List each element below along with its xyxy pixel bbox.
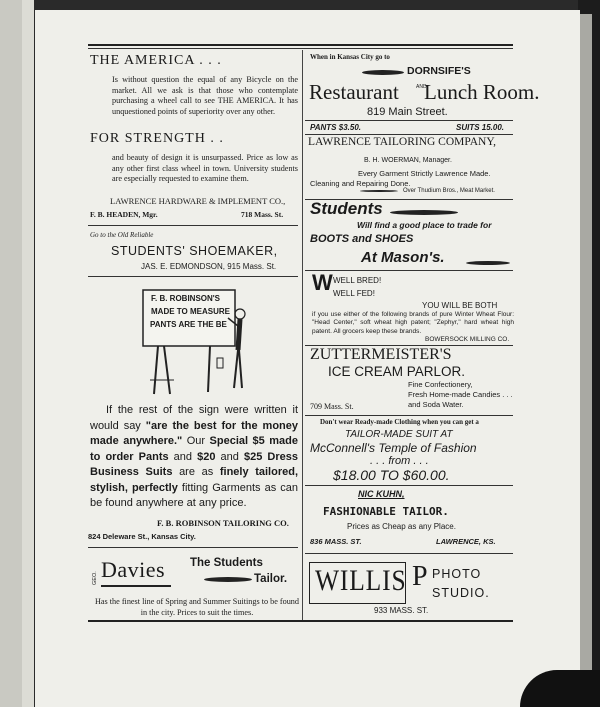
hardware-manager: F. B. HEADEN, Mgr. bbox=[90, 210, 158, 219]
shoemaker-name: STUDENTS' SHOEMAKER, bbox=[111, 244, 278, 258]
lt-line-3: Over Thudium Bros., Meat Market. bbox=[403, 188, 495, 194]
willis-name: WILLIS bbox=[315, 564, 407, 597]
divider bbox=[88, 276, 298, 277]
zutter-line-3: and Soda Water. bbox=[408, 400, 464, 409]
mason-students: Students bbox=[310, 199, 383, 218]
robinson-sign-illustration bbox=[140, 288, 260, 398]
dornsife-lunch-room: Lunch Room. bbox=[424, 80, 540, 104]
zutter-name: ZUTTERMEISTER'S bbox=[310, 346, 452, 363]
divider bbox=[305, 134, 513, 135]
sign-line-2: MADE TO MEASURE bbox=[151, 307, 230, 316]
willis-studio: STUDIO. bbox=[432, 586, 490, 600]
robinson-text-h: $25 Dress Business Suits bbox=[90, 450, 299, 478]
strength-body: and beauty of design it is unsurpassed. Price as low as any other first class wheel in town. University students are especially requested to examine them. bbox=[112, 153, 298, 183]
robinson-company: F. B. ROBINSON TAILORING CO. bbox=[157, 518, 289, 528]
column-divider bbox=[302, 50, 303, 620]
davies-title-1: The Students bbox=[190, 557, 263, 569]
divider bbox=[305, 120, 513, 121]
willis-photo: PHOTO bbox=[432, 567, 482, 581]
top-rule-thin bbox=[88, 48, 513, 49]
america-title: THE AMERICA . . . bbox=[90, 53, 222, 68]
lt-name: LAWRENCE TAILORING COMPANY, bbox=[308, 136, 497, 148]
mcconnell-temple: McConnell's Temple of Fashion bbox=[310, 441, 477, 455]
davies-prefix: GEO. bbox=[92, 571, 98, 585]
divider bbox=[305, 270, 513, 271]
swash-ornament bbox=[204, 577, 252, 582]
zutter-line-2: Fresh Home-made Candies . . . bbox=[408, 390, 513, 399]
sign-line-3: PANTS ARE THE BE bbox=[150, 320, 227, 329]
robinson-text-a: If the rest of the sign were written it would say bbox=[90, 404, 298, 432]
swash-ornament bbox=[466, 261, 510, 265]
america-body: Is without question the equal of any Bicycle on the market. All we ask is that those who contemplate purchasing a wheel call to see THE AMERICA. It has unquestioned points of superiority over any other. bbox=[112, 75, 298, 116]
well-line-1: WELL BRED! bbox=[333, 276, 382, 285]
dornsife-address: 819 Main Street. bbox=[367, 106, 448, 118]
well-big-w: W bbox=[312, 270, 333, 295]
divider bbox=[88, 225, 298, 226]
robinson-text-f: $20 bbox=[197, 450, 216, 463]
hardware-company: LAWRENCE HARDWARE & IMPLEMENT CO., bbox=[110, 196, 286, 206]
well-both: YOU WILL BE BOTH bbox=[422, 301, 498, 310]
shoemaker-intro: Go to the Old Reliable bbox=[90, 231, 154, 239]
kuhn-address-2: LAWRENCE, KS. bbox=[436, 537, 496, 546]
well-body: if you use either of the following brands of pure Winter Wheat Flour: "Head Center," soft wheat high patent; "Zephyr," hard wheat high patent. All grocers keep these brands. bbox=[312, 311, 514, 335]
robinson-text-j: finely tailored, stylish, perfectly bbox=[90, 466, 299, 494]
divider bbox=[305, 485, 513, 486]
top-rule bbox=[88, 44, 513, 46]
zutter-address: 709 Mass. St. bbox=[310, 402, 354, 411]
swash-ornament bbox=[360, 190, 398, 192]
mason-line-3: At Mason's. bbox=[361, 249, 445, 266]
lt-pants: PANTS $3.50. bbox=[310, 123, 361, 132]
davies-title-2: Tailor. bbox=[254, 573, 288, 585]
mcconnell-tailor: TAILOR-MADE SUIT AT bbox=[345, 429, 453, 440]
strength-title: FOR STRENGTH . . bbox=[90, 131, 224, 146]
kuhn-name: NIC KUHN, bbox=[358, 489, 405, 499]
zutter-sub: ICE CREAM PARLOR. bbox=[328, 364, 466, 379]
swash-ornament bbox=[390, 210, 458, 215]
willis-address: 933 MASS. ST. bbox=[374, 606, 429, 615]
lt-line-1: Every Garment Strictly Lawrence Made. bbox=[358, 169, 491, 178]
divider bbox=[305, 415, 513, 416]
robinson-text-k: fitting Garments as can be found anywhere at any price. bbox=[90, 481, 298, 509]
robinson-text-e: and bbox=[168, 450, 198, 463]
mason-line-1: Will find a good place to trade for bbox=[357, 220, 492, 230]
robinson-text-i: are as bbox=[172, 466, 220, 478]
hardware-address: 718 Mass. St. bbox=[241, 210, 284, 219]
divider bbox=[305, 553, 513, 554]
left-page-edge bbox=[0, 0, 34, 707]
right-page-edge bbox=[578, 0, 600, 707]
mason-line-2: BOOTS and SHOES bbox=[310, 233, 414, 245]
mcconnell-price: $18.00 TO $60.00. bbox=[333, 467, 450, 483]
kuhn-address-1: 836 MASS. ST. bbox=[310, 537, 362, 546]
willis-big-p: P bbox=[412, 561, 428, 592]
lt-line-2: Cleaning and Repairing Done. bbox=[310, 179, 411, 188]
robinson-address: 824 Deleware St., Kansas City. bbox=[88, 532, 196, 541]
dornsife-intro: When in Kansas City go to bbox=[310, 53, 390, 61]
robinson-text-b: "are the best for the money made anywhere." bbox=[90, 419, 298, 447]
davies-underline bbox=[101, 585, 171, 587]
lt-suits: SUITS 15.00. bbox=[456, 123, 505, 132]
zutter-line-1: Fine Confectionery, bbox=[408, 380, 473, 389]
dornsife-restaurant: Restaurant bbox=[309, 80, 399, 104]
robinson-text-d: Special $5 made to order Pants bbox=[90, 435, 299, 463]
swash-ornament bbox=[362, 70, 404, 75]
dornsife-and: AND bbox=[416, 84, 427, 90]
well-mill: BOWERSOCK MILLING CO. bbox=[425, 336, 510, 343]
mcconnell-from: . . . from . . . bbox=[370, 455, 429, 467]
davies-body: Has the finest line of Spring and Summer Suitings to be found in the city. Prices to suit the times. bbox=[95, 597, 299, 617]
mcconnell-intro: Don't wear Ready-made Clothing when you can get a bbox=[320, 418, 479, 426]
davies-name: Davies bbox=[101, 557, 166, 582]
kuhn-title: FASHIONABLE TAILOR. bbox=[323, 505, 449, 518]
well-line-2: WELL FED! bbox=[333, 289, 375, 298]
sign-line-1: F. B. ROBINSON'S bbox=[151, 294, 221, 303]
robinson-text-g: and bbox=[215, 450, 244, 463]
kuhn-sub: Prices as Cheap as any Place. bbox=[347, 522, 456, 531]
dornsife-name: DORNSIFE'S bbox=[407, 65, 471, 77]
shoemaker-line: JAS. E. EDMONDSON, 915 Mass. St. bbox=[141, 262, 277, 271]
divider bbox=[88, 547, 298, 548]
lt-manager: B. H. WOERMAN, Manager. bbox=[364, 157, 452, 164]
robinson-body bbox=[90, 403, 298, 512]
robinson-text-c: Our bbox=[182, 435, 210, 447]
bottom-rule bbox=[88, 620, 513, 622]
